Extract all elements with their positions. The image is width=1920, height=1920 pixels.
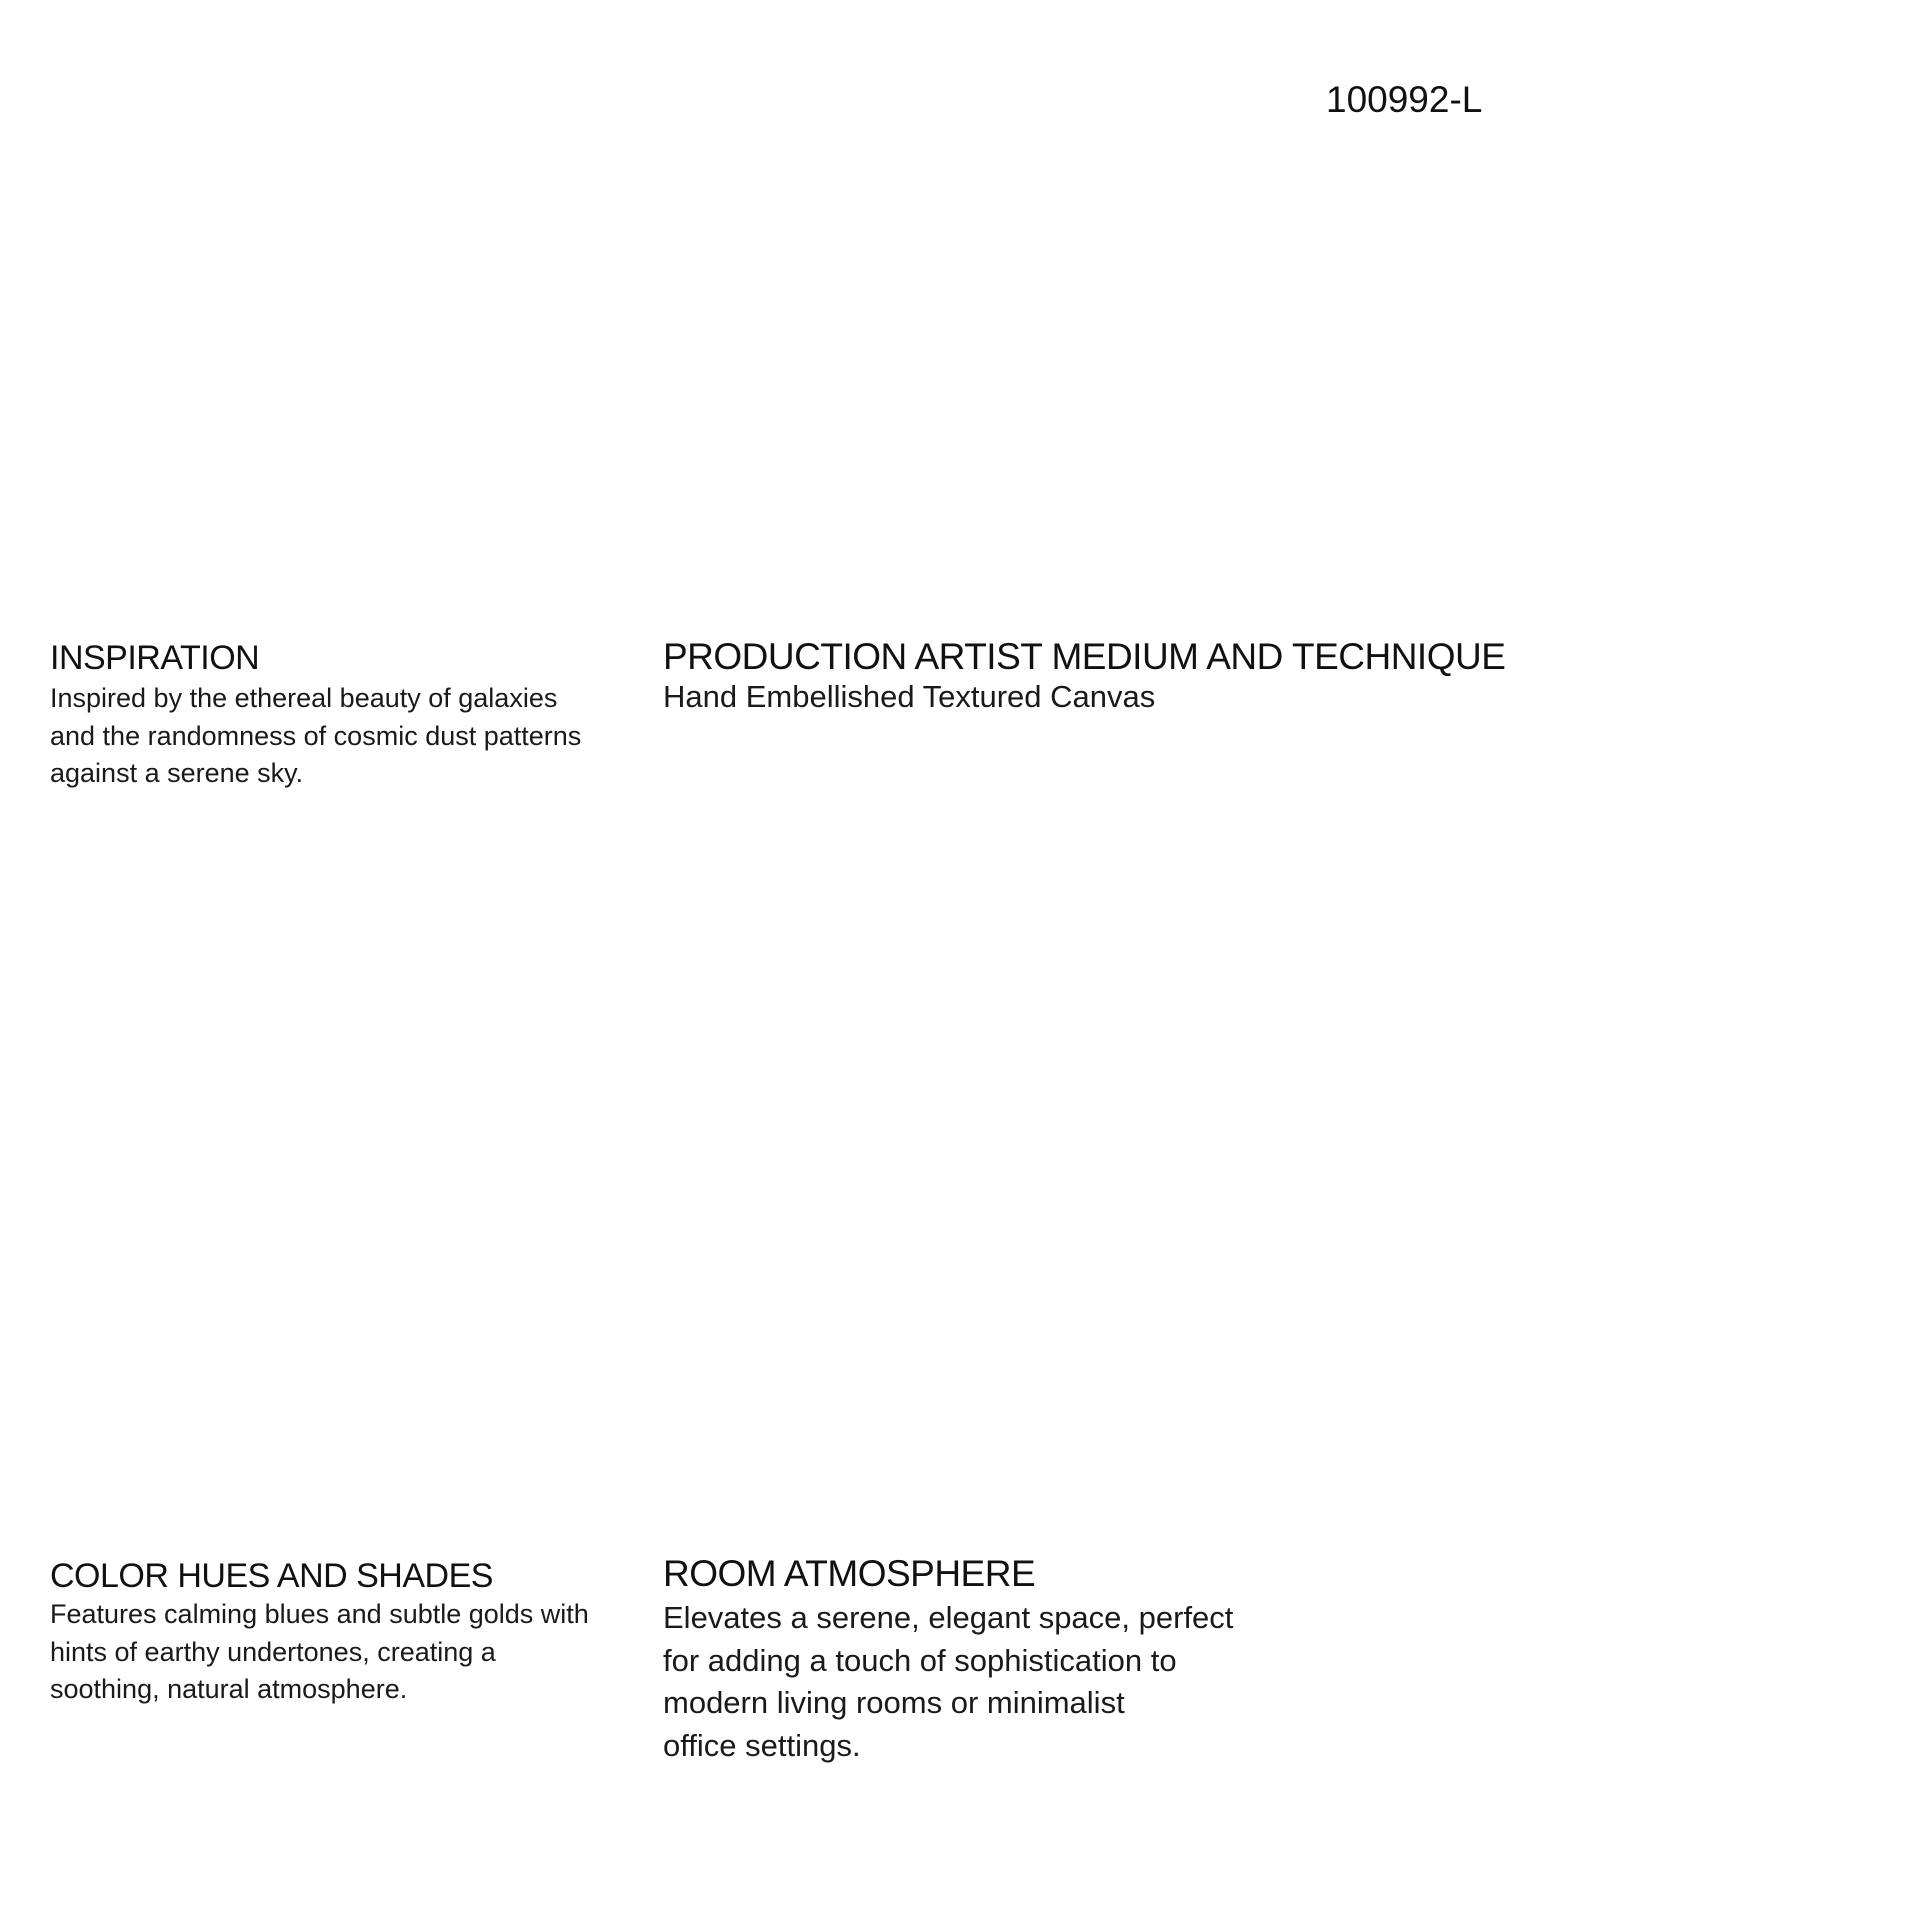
color-line: hints of earthy undertones, creating a <box>50 1636 496 1667</box>
inspiration-heading: INSPIRATION <box>50 639 260 677</box>
inspiration-text <box>50 680 581 793</box>
color-section <box>50 1556 589 1709</box>
room-heading: ROOM ATMOSPHERE <box>663 1553 1036 1594</box>
production-line: Hand Embellished Textured Canvas <box>663 679 1156 714</box>
room-text <box>663 1597 1233 1767</box>
inspiration-line: Inspired by the ethereal beauty of galaxies <box>50 683 558 713</box>
room-line: office settings. <box>663 1727 861 1763</box>
production-text <box>663 678 1505 716</box>
inspiration-line: against a serene sky. <box>50 758 304 788</box>
color-line: Features calming blues and subtle golds with <box>50 1599 589 1629</box>
room-line: for adding a touch of sophistication to <box>663 1642 1177 1678</box>
inspiration-line: and the randomness of cosmic dust patterns <box>50 720 582 751</box>
color-heading: COLOR HUES AND SHADES <box>50 1557 493 1595</box>
room-section <box>663 1553 1233 1767</box>
production-section <box>663 636 1505 716</box>
room-line: modern living rooms or minimalist <box>663 1685 1125 1720</box>
production-heading: PRODUCTION ARTIST MEDIUM AND TECHNIQUE <box>663 636 1506 677</box>
color-text <box>50 1596 589 1709</box>
product-code: 100992-L <box>1326 79 1483 120</box>
inspiration-section <box>50 638 581 793</box>
room-line: Elevates a serene, elegant space, perfect <box>663 1600 1234 1635</box>
color-line: soothing, natural atmosphere. <box>50 1674 408 1704</box>
